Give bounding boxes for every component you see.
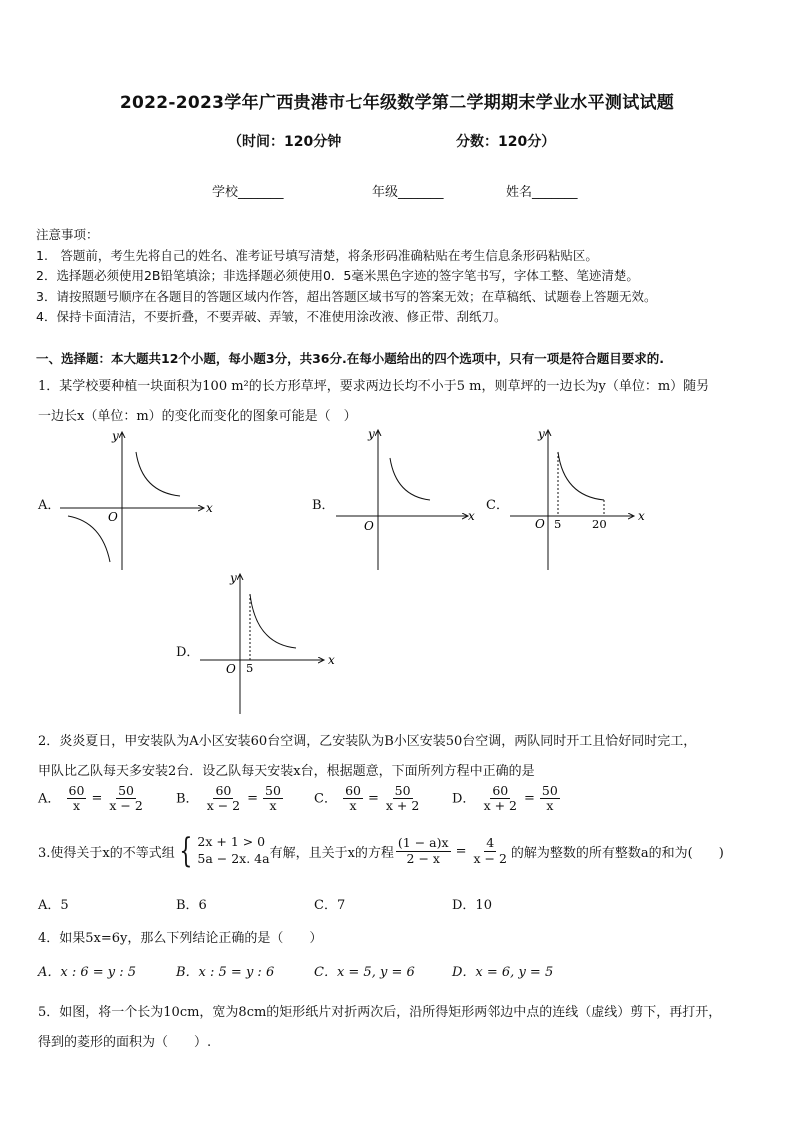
- grade-field[interactable]: 年级_______: [372, 185, 444, 200]
- note-item: 4．保持卡面清洁，不要折叠，不要弄破、弄皱，不准使用涂改液、修正带、刮纸刀。: [36, 309, 507, 324]
- equation-fraction-right: $\frac{4}{x - 2}$: [473, 835, 507, 866]
- q1-graph-c: [506, 424, 654, 574]
- q3-stem-middle: 有解，且关于x的方程: [269, 845, 394, 861]
- q2-option-a[interactable]: A． $\frac{60}{x}$ = $\frac{50}{x - 2}$: [38, 783, 143, 814]
- x-axis-label: x: [328, 653, 335, 667]
- question-5-line2: 得到的菱形的面积为（ ）.: [38, 1035, 212, 1050]
- q1-option-b-label[interactable]: B．: [312, 498, 335, 513]
- fraction-right: $\frac{50}{x - 2}$: [109, 783, 143, 814]
- tick-label-20: 20: [592, 517, 607, 531]
- exam-score: 分数：120分）: [456, 134, 556, 150]
- q1-graph-d: [196, 568, 346, 718]
- y-axis-label: y: [368, 427, 375, 441]
- fraction-right: $\frac{50}{x}$: [265, 783, 281, 814]
- option-label: D．: [452, 791, 476, 807]
- q2-option-b[interactable]: B． $\frac{60}{x - 2}$ = $\frac{50}{x}$: [176, 783, 281, 814]
- inequality-2: 5a − 2x. 4a: [197, 851, 270, 866]
- school-field[interactable]: 学校_______: [212, 185, 284, 200]
- fraction-left: $\frac{60}{x}$: [68, 783, 85, 814]
- question-1-line2: 一边长x（单位：m）的变化而变化的图象可能是（ ）: [38, 409, 357, 424]
- equation-fraction-left: $\frac{(1 - a)x}{2 - x}$: [397, 835, 449, 866]
- curve-branch-right: [136, 452, 180, 496]
- q3-stem-prefix: 3.使得关于x的不等式组: [38, 845, 175, 861]
- q4-option-c[interactable]: C．x = 5, y = 6: [314, 965, 415, 980]
- q3-option-c[interactable]: C．7: [314, 898, 346, 913]
- question-3: 3.使得关于x的不等式组 { 2x + 1 > 0 5a − 2x. 4a 有解，且关于x的方程 $\frac{(1 - a)x}{2 - x}$ = $\frac{4}{x - 2}$ 的解为整数的所有整数a的和为( ): [38, 831, 724, 871]
- fraction-right: $\frac{50}{x}$: [541, 783, 558, 814]
- q2-option-c[interactable]: C． $\frac{60}{x}$ = $\frac{50}{x + 2}$: [314, 783, 420, 814]
- q3-stem-suffix: 的解为整数的所有整数a的和为( ): [510, 845, 724, 861]
- section-heading: 一、选择题：本大题共12个小题，每小题3分，共36分.在每小题给出的四个选项中，只有一项是符合题目要求的.: [36, 351, 664, 366]
- q1-option-d-label[interactable]: D．: [176, 645, 200, 660]
- curve: [558, 452, 604, 500]
- y-axis-label: y: [112, 429, 119, 443]
- x-axis-label: x: [468, 509, 475, 523]
- y-axis-label: y: [538, 427, 545, 441]
- exam-time: （时间：120分钟: [228, 134, 342, 150]
- question-2-line2: 甲队比乙队每天多安装2台．设乙队每天安装x台，根据题意，下面所列方程中正确的是: [38, 764, 535, 779]
- x-axis-label: x: [638, 509, 645, 523]
- curve: [390, 458, 430, 500]
- tick-label-5: 5: [246, 661, 254, 675]
- q4-option-d[interactable]: D．x = 6, y = 5: [452, 965, 554, 980]
- q4-option-a[interactable]: A．x : 6 = y : 5: [38, 965, 137, 980]
- name-field[interactable]: 姓名_______: [506, 185, 578, 200]
- note-item: 1. 答题前，考生先将自己的姓名、准考证号填写清楚，将条形码准确粘贴在考生信息条形码粘贴区。: [36, 248, 598, 263]
- option-label: A．: [38, 791, 61, 807]
- inequality-1: 2x + 1 > 0: [197, 834, 266, 850]
- question-2-line1: 2．炎炎夏日，甲安装队为A小区安装60台空调，乙安装队为B小区安装50台空调，两队同时开工且恰好同时完工，: [38, 734, 697, 749]
- option-label: C．: [314, 791, 337, 807]
- option-label: B．: [176, 791, 199, 807]
- note-item: 2．选择题必须使用2B铅笔填涂；非选择题必须使用0．5毫米黑色字迹的签字笔书写，字体工整、笔迹清楚。: [36, 268, 639, 283]
- fraction-left: $\frac{60}{x}$: [345, 783, 361, 814]
- question-1-line1: 1．某学校要种植一块面积为100 m²的长方形草坪，要求两边长均不小于5 m，则草坪的一边长为y（单位：m）随另: [38, 379, 710, 394]
- q3-option-d[interactable]: D．10: [452, 898, 492, 913]
- note-item: 3．请按照题号顺序在各题目的答题区域内作答，超出答题区域书写的答案无效；在草稿纸、试题卷上答题无效。: [36, 289, 657, 304]
- origin-label: O: [108, 510, 118, 524]
- q3-option-a[interactable]: A．5: [38, 898, 69, 913]
- tick-label-5: 5: [554, 517, 562, 531]
- q3-option-b[interactable]: B．6: [176, 898, 207, 913]
- question-5-line1: 5．如图，将一个长为10cm，宽为8cm的矩形纸片对折两次后，沿所得矩形两邻边中点的连线（虚线）剪下，再打开，: [38, 1005, 722, 1020]
- q1-graph-b: [332, 424, 482, 574]
- question-4: 4．如果5x=6y，那么下列结论正确的是（ ）: [38, 931, 323, 946]
- q4-option-b[interactable]: B．x : 5 = y : 6: [176, 965, 275, 980]
- q1-option-c-label[interactable]: C．: [486, 498, 509, 513]
- fraction-left: $\frac{60}{x - 2}$: [206, 783, 241, 814]
- fraction-right: $\frac{50}{x + 2}$: [385, 783, 420, 814]
- notes-heading: 注意事项：: [36, 227, 99, 242]
- exam-title: 2022-2023学年广西贵港市七年级数学第二学期期末学业水平测试试题: [119, 93, 675, 113]
- origin-label: O: [364, 519, 374, 533]
- curve-branch-left: [68, 516, 110, 562]
- inequality-system: { 2x + 1 > 0 5a − 2x. 4a: [179, 831, 270, 871]
- origin-label: O: [535, 517, 545, 531]
- fraction-left: $\frac{60}{x + 2}$: [483, 783, 518, 814]
- q1-graph-a: [58, 424, 218, 574]
- q1-option-a-label[interactable]: A．: [38, 498, 61, 513]
- y-axis-label: y: [230, 571, 237, 585]
- origin-label: O: [226, 662, 236, 676]
- q2-option-d[interactable]: D． $\frac{60}{x + 2}$ = $\frac{50}{x}$: [452, 783, 558, 814]
- curve: [250, 594, 296, 648]
- x-axis-label: x: [206, 501, 213, 515]
